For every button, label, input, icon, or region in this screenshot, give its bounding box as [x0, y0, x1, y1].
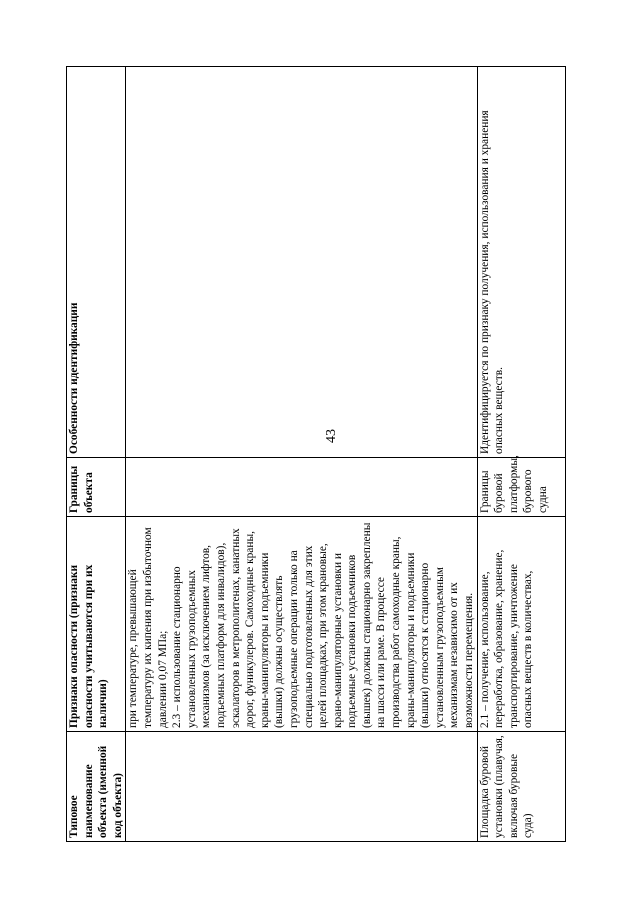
- cell-object-name: [126, 732, 477, 842]
- table-row: [126, 67, 477, 842]
- table-header-row: [67, 67, 126, 842]
- header-hazard-signs: Признаки опасности (признаки опасности учитываются при их наличии): [67, 517, 126, 732]
- cell-object-bounds: [126, 458, 477, 517]
- table-row: [477, 67, 565, 842]
- cell-identification-features: Идентифицируется по признаку получения, использования и хранения опасных веществ.: [477, 67, 565, 458]
- page-number: 43: [324, 429, 339, 443]
- cell-identification-features: [126, 67, 477, 458]
- hazard-sign-paragraph: при температуре, превышающей температуру их кипения при избыточном давлении 0,07 МПа;: [127, 527, 169, 728]
- cell-object-bounds: Границы буровой платформы, бурового судна: [477, 458, 565, 517]
- cell-hazard-signs: 2.1 – получение, использование, переработка, образование, хранение, транспортирование, уничтожение опасных веществ в количествах,: [477, 517, 565, 732]
- header-object-bounds: Границы объекта: [67, 458, 126, 517]
- rotated-table-container: [66, 67, 549, 842]
- header-identification-features: Особенности идентификации: [67, 67, 126, 458]
- cell-object-name: Площадка буровой установки (плавучая, включая буровые суда): [477, 732, 565, 842]
- cell-hazard-signs: [126, 517, 477, 732]
- hazard-sign-paragraph: 2.3 – использование стационарно установленных грузоподъемных механизмов (за исключением лифтов, подъемных платформ для инвалидов), эскалаторов в метрополитенах, канатных дорог, фуникулеров. Самоходные краны, краны-манипуляторы и подъемники (вышки) должны осуществлять грузоподъемные операции только на специально подготовленных для этих целей площадках, при этом крановые, крано-манипуляторные установки и подъемные установки подъемников (вышек) должны стационарно закреплены на шасси или раме. В процессе производства работ самоходные краны, краны-манипуляторы и подъемники (вышки) относятся к стационарно установленным грузоподъемным механизмам независимо от их возможности перемещения.: [171, 522, 476, 728]
- identification-table: [66, 66, 566, 842]
- header-object-name: Типовое наименование объекта (именной код объекта): [67, 732, 126, 842]
